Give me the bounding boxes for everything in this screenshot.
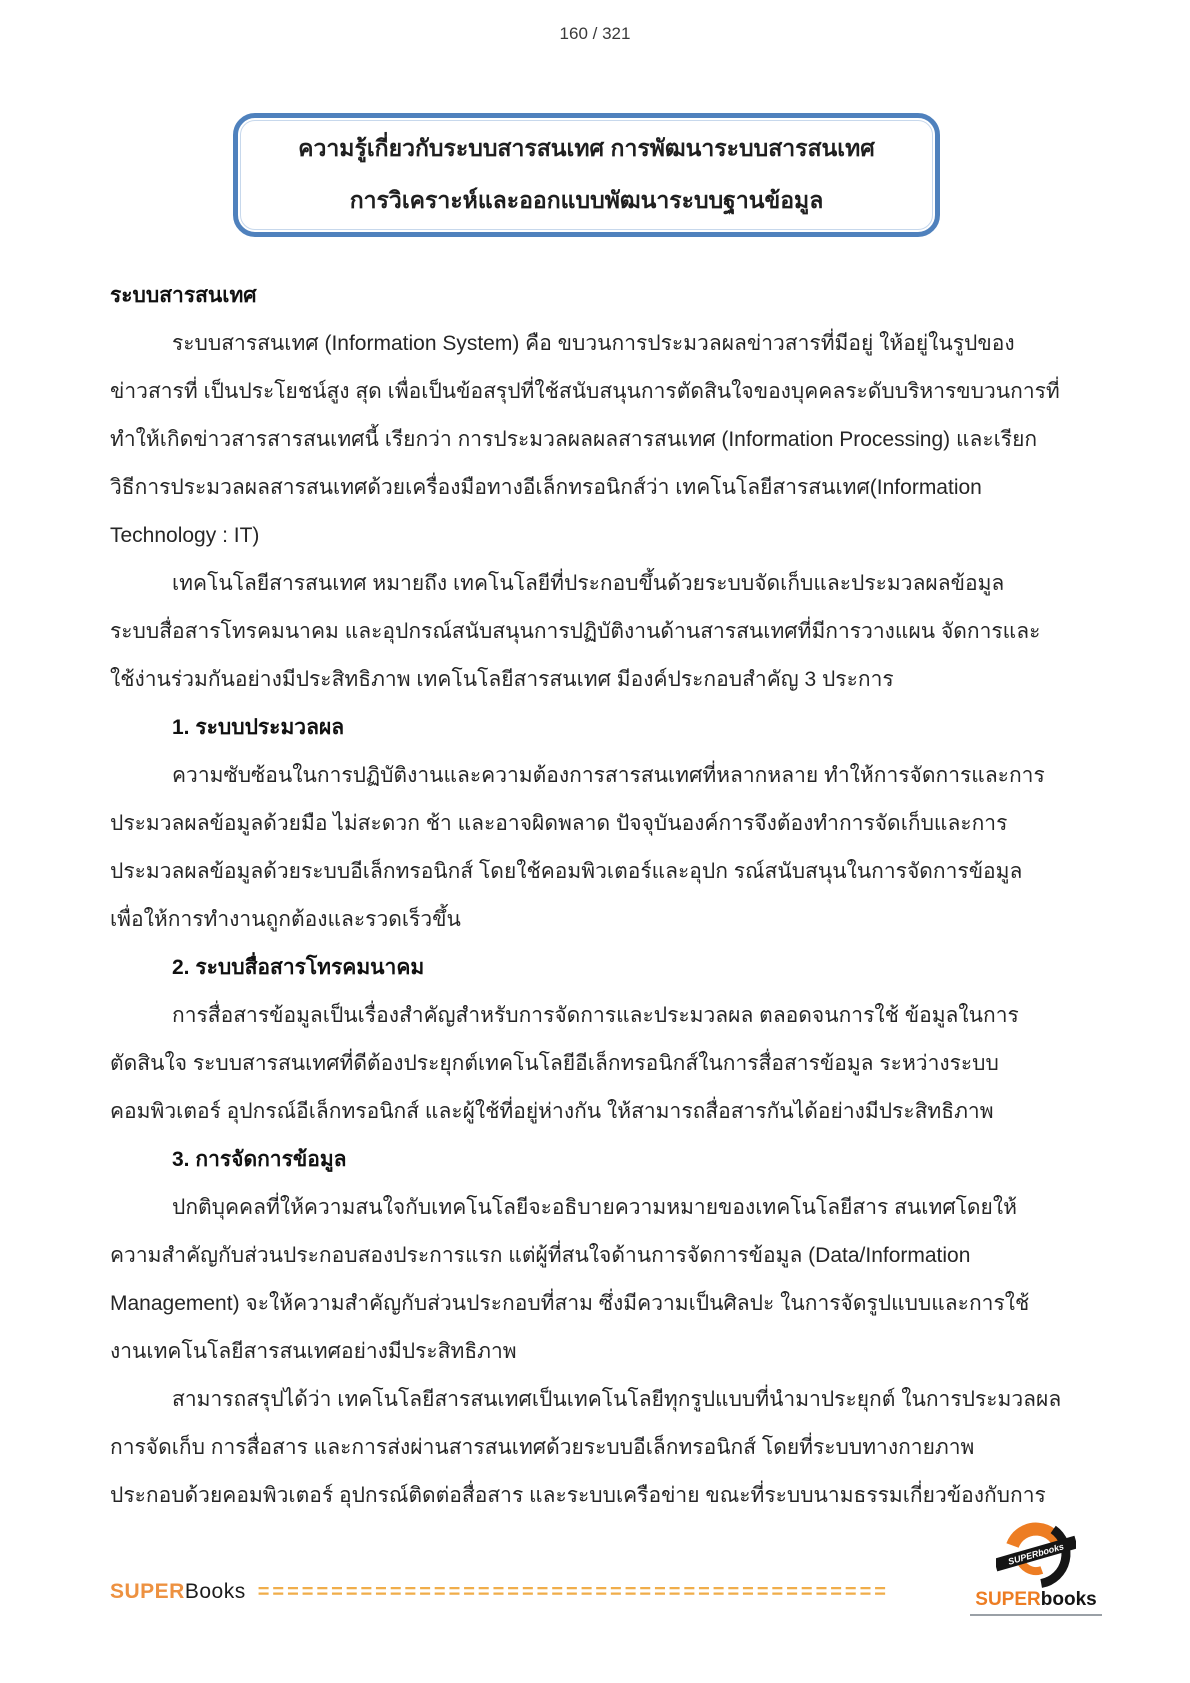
text-line: งานเทคโนโลยีสารสนเทศอย่างมีประสิทธิภาพ [110, 1340, 517, 1363]
text-line: ประมวลผลข้อมูลด้วยมือ ไม่สะดวก ช้า และอาจผิดพลาด ปัจจุบันองค์การจึงต้องทำการจัดเก็บและการ [110, 812, 1008, 835]
text-line: ทำให้เกิดข่าวสารสารสนเทศนี้ เรียกว่า การประมวลผลผลสารสนเทศ (Information Processing) และเรียก [110, 428, 1038, 451]
page-number: 160 / 321 [559, 24, 631, 43]
text-line: ตัดสินใจ ระบบสารสนเทศที่ดีต้องประยุกต์เทคโนโลยีอีเล็กทรอนิกส์ในการสื่อสารข้อมูล ระหว่างระบบ [110, 1052, 999, 1075]
text-line: ระบบสื่อสารโทรคมนาคม และอุปกรณ์สนับสนุนการปฏิบัติงานด้านสารสนเทศที่มีการวางแผน จัดการและ [110, 620, 1041, 643]
text-line: เพื่อให้การทำงานถูกต้องและรวดเร็วขึ้น [110, 908, 461, 931]
text-line: 2. ระบบสื่อสารโทรคมนาคม [172, 956, 425, 979]
text-line: สามารถสรุปได้ว่า เทคโนโลยีสารสนเทศเป็นเทคโนโลยีทุกรูปแบบที่นำมาประยุกต์ ในการประมวลผล [172, 1388, 1062, 1411]
title-line-2: การวิเคราะห์และออกแบบพัฒนาระบบฐานข้อมูล [349, 187, 824, 213]
publisher-logo [970, 1541, 1102, 1616]
logo-wordmark [970, 1589, 1102, 1616]
text-line: ประกอบด้วยคอมพิวเตอร์ อุปกรณ์ติดต่อสื่อสาร และระบบเครือข่าย ขณะที่ระบบนามธรรมเกี่ยวข้องกับการ [110, 1484, 1046, 1507]
title-box [233, 113, 940, 237]
text-line: 1. ระบบประมวลผล [172, 716, 345, 739]
title-line-1: ความรู้เกี่ยวกับระบบสารสนเทศ การพัฒนาระบบสารสนเทศ [298, 135, 875, 162]
text-line: ปกติบุคคลที่ให้ความสนใจกับเทคโนโลยีจะอธิบายความหมายของเทคโนโลยีสาร สนเทศโดยให้ [172, 1196, 1017, 1219]
footer-brand-books: Books [184, 1580, 246, 1603]
text-line: ใช้ง่านร่วมกันอย่างมีประสิทธิภาพ เทคโนโลยีสารสนเทศ มีองค์ประกอบสำคัญ 3 ประการ [110, 668, 894, 691]
text-line: การจัดเก็บ การสื่อสาร และการส่งผ่านสารสนเทศด้วยระบบอีเล็กทรอนิกส์ โดยที่ระบบทางกายภาพ [110, 1436, 975, 1459]
footer-divider: =========================================== [257, 1580, 889, 1603]
ribbon-text: SUPERbooks [1006, 1541, 1066, 1567]
text-line: ประมวลผลข้อมูลด้วยระบบอีเล็กทรอนิกส์ โดยใช้คอมพิวเตอร์และอุปก รณ์สนับสนุนในการจัดการข้อมูล [110, 860, 1023, 883]
document-body [110, 272, 1082, 1520]
text-line: ข่าวสารที่ เป็นประโยชน์สูง สุด เพื่อเป็นข้อสรุปที่ใช้สนับสนุนการตัดสินใจของบุคคลระดับบริหารขบวนการที่ [110, 380, 1060, 403]
text-line: 3. การจัดการข้อมูล [172, 1148, 347, 1171]
text-line: Technology : IT) [110, 524, 260, 547]
text-line: ความซับซ้อนในการปฏิบัติงานและความต้องการสารสนเทศที่หลากหลาย ทำให้การจัดการและการ [172, 764, 1045, 787]
text-line: คอมพิวเตอร์ อุปกรณ์อีเล็กทรอนิกส์ และผู้ใช้ที่อยู่ห่างกัน ให้สามารถสื่อสารกันได้อย่างมีประสิทธิภาพ [110, 1100, 994, 1123]
text-line: วิธีการประมวลผลสารสนเทศด้วยเครื่องมือทางอีเล็กทรอนิกส์ว่า เทคโนโลยีสารสนเทศ(Information [110, 476, 982, 499]
text-line: ระบบสารสนเทศ [110, 284, 257, 307]
logo-wordmark-super: SUPER [975, 1589, 1041, 1610]
logo-wordmark-books: books [1040, 1589, 1097, 1610]
text-line: การสื่อสารข้อมูลเป็นเรื่องสำคัญสำหรับการจัดการและประมวลผล ตลอดจนการใช้ ข้อมูลในการ [172, 1004, 1019, 1027]
footer [110, 1541, 1102, 1616]
text-line: ความสำคัญกับส่วนประกอบสองประการแรก แต่ผู้ที่สนใจด้านการจัดการข้อมูล (Data/Information [110, 1244, 971, 1267]
footer-brand-super: SUPER [110, 1580, 185, 1603]
superbooks-sphere-icon [996, 1514, 1076, 1594]
text-line: Management) จะให้ความสำคัญกับส่วนประกอบที่สาม ซึ่งมีความเป็นศิลปะ ในการจัดรูปแบบและการใช้ [110, 1292, 1030, 1315]
text-line: ระบบสารสนเทศ (Information System) คือ ขบวนการประมวลผลข่าวสารที่มีอยู่ ให้อยู่ในรูปของ [172, 332, 1015, 355]
footer-brand [110, 1580, 246, 1604]
text-line: เทคโนโลยีสารสนเทศ หมายถึง เทคโนโลยีที่ประกอบขึ้นด้วยระบบจัดเก็บและประมวลผลข้อมูล [172, 572, 1005, 595]
